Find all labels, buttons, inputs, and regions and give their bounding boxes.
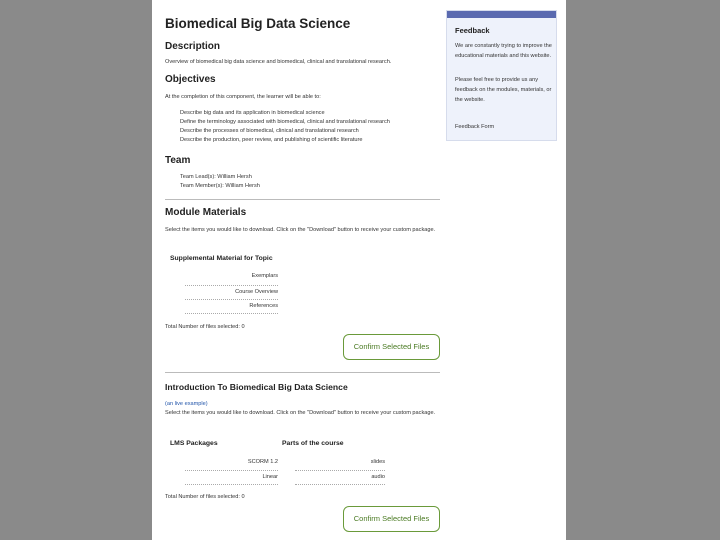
total-files-selected: Total Number of files selected: 0 [165, 494, 245, 500]
intro-section-heading: Introduction To Biomedical Big Data Science [165, 382, 348, 392]
divider [165, 199, 440, 200]
row-divider [295, 470, 385, 471]
row-divider [185, 313, 278, 314]
parts-of-course-heading: Parts of the course [282, 440, 344, 447]
part-item-slides[interactable]: slides [370, 459, 385, 465]
file-item-references[interactable]: References [249, 303, 278, 309]
total-files-selected: Total Number of files selected: 0 [165, 324, 245, 330]
objective-item: Describe big data and its application in biomedical science [180, 110, 325, 116]
file-item-exemplars[interactable]: Exemplars [251, 273, 278, 279]
supplemental-heading: Supplemental Material for Topic [170, 255, 273, 262]
lms-item-scorm[interactable]: SCORM 1.2 [247, 459, 278, 465]
objective-item: Describe the production, peer review, and publishing of scientific literature [180, 137, 363, 143]
team-heading: Team [165, 155, 191, 166]
file-item-course-overview[interactable]: Course Overview [235, 289, 278, 295]
team-lead: Team Lead(s): William Hersh [180, 174, 252, 180]
page-content [152, 0, 566, 540]
feedback-text: We are constantly trying to improve the educational materials and this website. [455, 43, 552, 59]
divider [165, 372, 440, 373]
confirm-selected-files-button[interactable]: Confirm Selected Files [343, 334, 440, 360]
row-divider [185, 470, 278, 471]
feedback-title: Feedback [455, 26, 490, 35]
objectives-heading: Objectives [165, 74, 216, 85]
team-members: Team Member(s): William Hersh [180, 183, 260, 189]
objective-item: Define the terminology associated with biomedical, clinical and translational research [180, 119, 390, 125]
feedback-panel [446, 10, 557, 141]
live-example-link[interactable]: (an live example) [165, 401, 208, 407]
module-materials-heading: Module Materials [165, 207, 247, 218]
feedback-form-link[interactable]: Feedback Form [455, 124, 495, 130]
lms-packages-heading: LMS Packages [170, 440, 218, 447]
row-divider [185, 484, 278, 485]
row-divider [185, 299, 278, 300]
feedback-text: Please feel free to provide us any feedback on the modules, materials, or the website. [455, 77, 552, 103]
feedback-header-bar [447, 11, 556, 18]
objectives-intro: At the completion of this component, the learner will be able to: [165, 94, 321, 100]
objective-item: Describe the processes of biomedical, clinical and translational research [180, 128, 359, 134]
intro-instructions: Select the items you would like to download. Click on the "Download" button to receive your custom package. [165, 410, 436, 416]
description-heading: Description [165, 41, 221, 52]
row-divider [185, 285, 278, 286]
row-divider [295, 484, 385, 485]
part-item-audio[interactable]: audio [371, 474, 385, 480]
lms-item-linear[interactable]: Linear [262, 474, 278, 480]
description-text: Overview of biomedical big data science and biomedical, clinical and translational research. [165, 59, 392, 65]
module-materials-instructions: Select the items you would like to download. Click on the "Download" button to receive your custom package. [165, 227, 436, 233]
confirm-selected-files-button[interactable]: Confirm Selected Files [343, 506, 440, 532]
page-title: Biomedical Big Data Science [165, 16, 351, 31]
